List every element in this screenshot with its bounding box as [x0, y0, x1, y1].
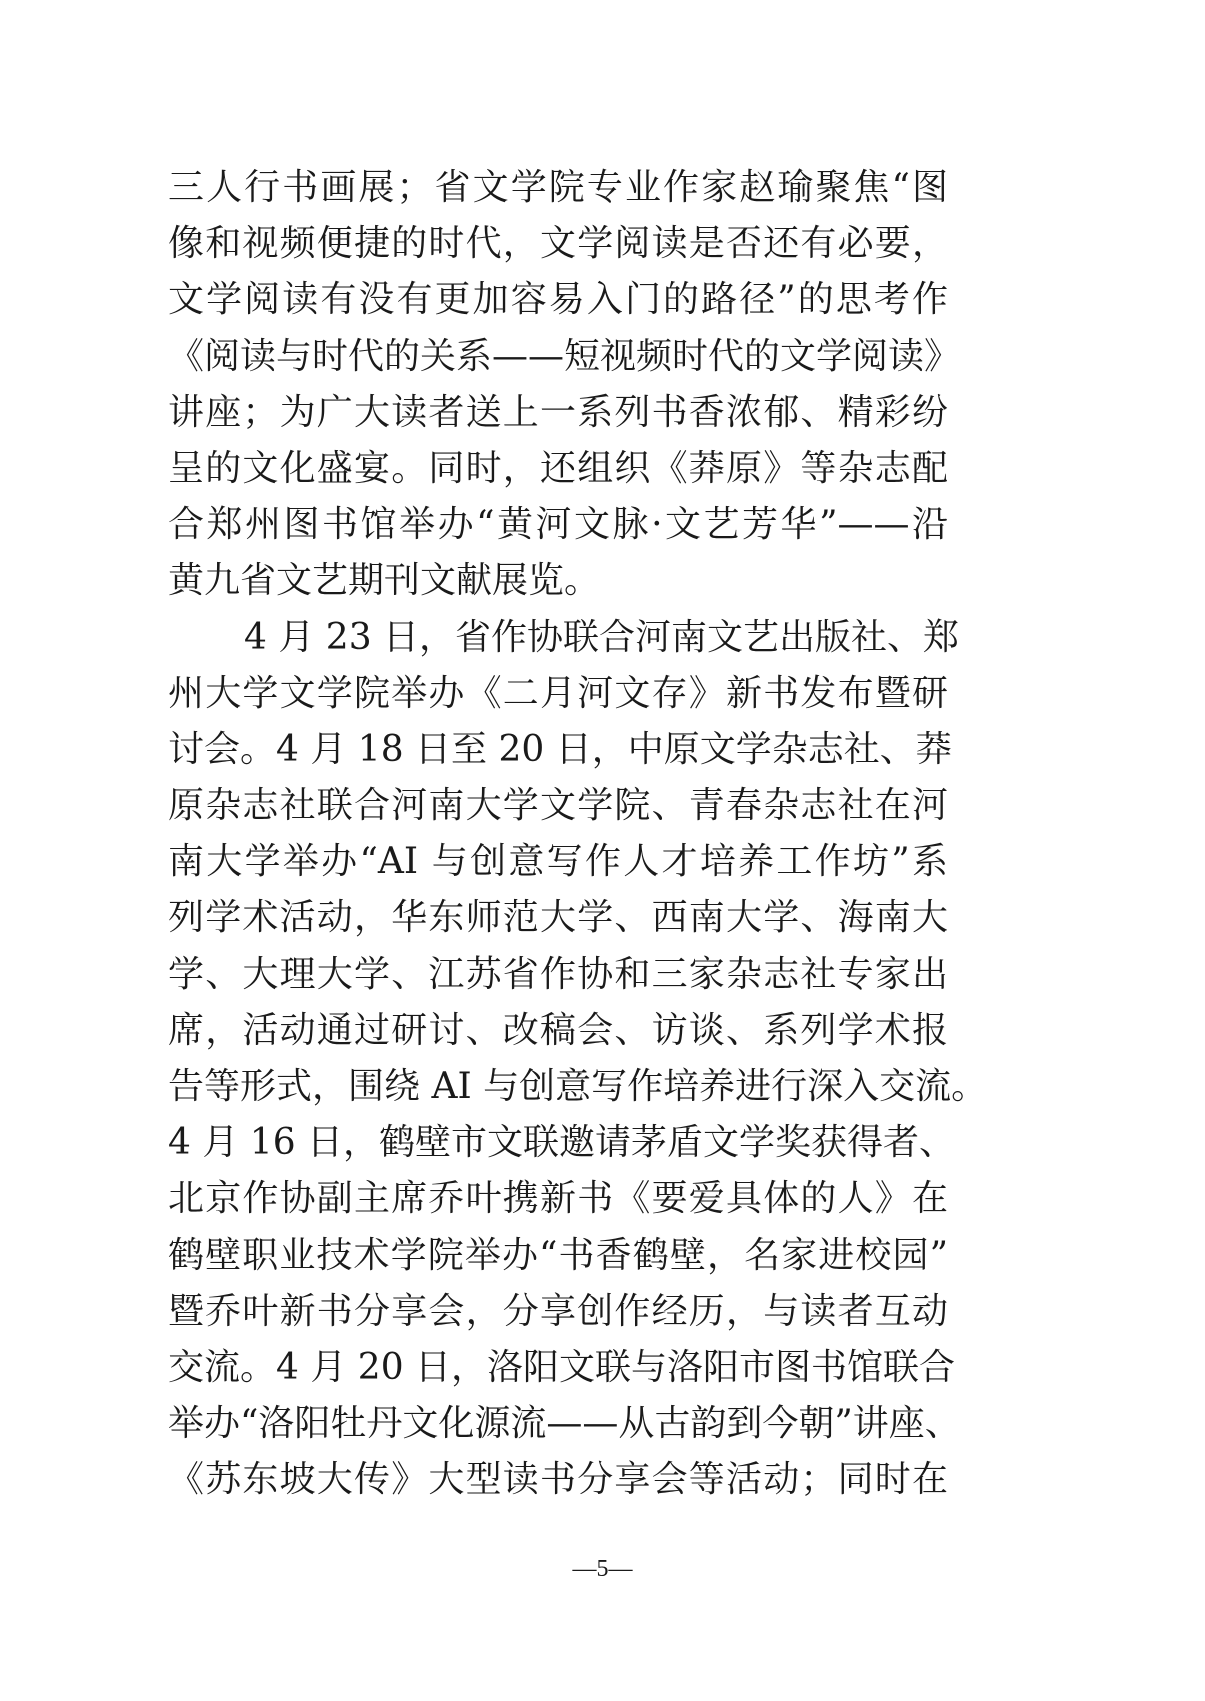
text-line: 合郑州图书馆举办“黄河文脉·文艺芳华”——沿 [168, 504, 948, 546]
text-line: 暨乔叶新书分享会，分享创作经历，与读者互动 [168, 1290, 948, 1332]
text-line: 北京作协副主席乔叶携新书《要爱具体的人》在 [168, 1178, 948, 1220]
text-line: 鹤壁职业技术学院举办“书香鹤壁，名家进校园” [168, 1234, 948, 1276]
text-line: 讲座；为广大读者送上一系列书香浓郁、精彩纷 [168, 391, 948, 433]
text-line: 告等形式，围绕 AI 与创意写作培养进行深入交流。 [168, 1066, 988, 1107]
text-line: 4 月 16 日，鹤壁市文联邀请茅盾文学奖获得者、 [168, 1122, 956, 1164]
page-number: —5— [572, 1556, 633, 1582]
text-line: 原杂志社联合河南大学文学院、青春杂志社在河 [168, 785, 948, 827]
text-line: 三人行书画展；省文学院专业作家赵瑜聚焦“图 [168, 167, 948, 208]
text-line: 《阅读与时代的关系——短视频时代的文学阅读》 [168, 335, 961, 377]
text-line: 席，活动通过研讨、改稿会、访谈、系列学术报 [168, 1009, 948, 1051]
text-line: 交流。4 月 20 日，洛阳文联与洛阳市图书馆联合 [168, 1346, 956, 1388]
text-line: 像和视频便捷的时代，文学阅读是否还有必要， [168, 223, 948, 265]
text-line: 呈的文化盛宴。同时，还组织《莽原》等杂志配 [168, 447, 948, 489]
text-line: 文学阅读有没有更加容易入门的路径”的思考作 [168, 279, 948, 321]
text-line: 黄九省文艺期刊文献展览。 [168, 560, 601, 602]
text-line: 州大学文学院举办《二月河文存》新书发布暨研 [168, 672, 948, 714]
text-line: 举办“洛阳牡丹文化源流——从古韵到今朝”讲座、 [168, 1403, 961, 1445]
text-line: 讨会。4 月 18 日至 20 日，中原文学杂志社、莽 [168, 728, 952, 770]
paragraph-first-line: 4 月 23 日，省作协联合河南文艺出版社、郑 [244, 616, 960, 658]
text-line: 《苏东坡大传》大型读书分享会等活动；同时在 [168, 1459, 948, 1501]
text-line: 学、大理大学、江苏省作协和三家杂志社专家出 [168, 953, 948, 995]
text-line: 南大学举办“AI 与创意写作人才培养工作坊”系 [168, 841, 948, 883]
text-line: 列学术活动，华东师范大学、西南大学、海南大 [168, 897, 948, 939]
body-text [168, 160, 988, 1509]
